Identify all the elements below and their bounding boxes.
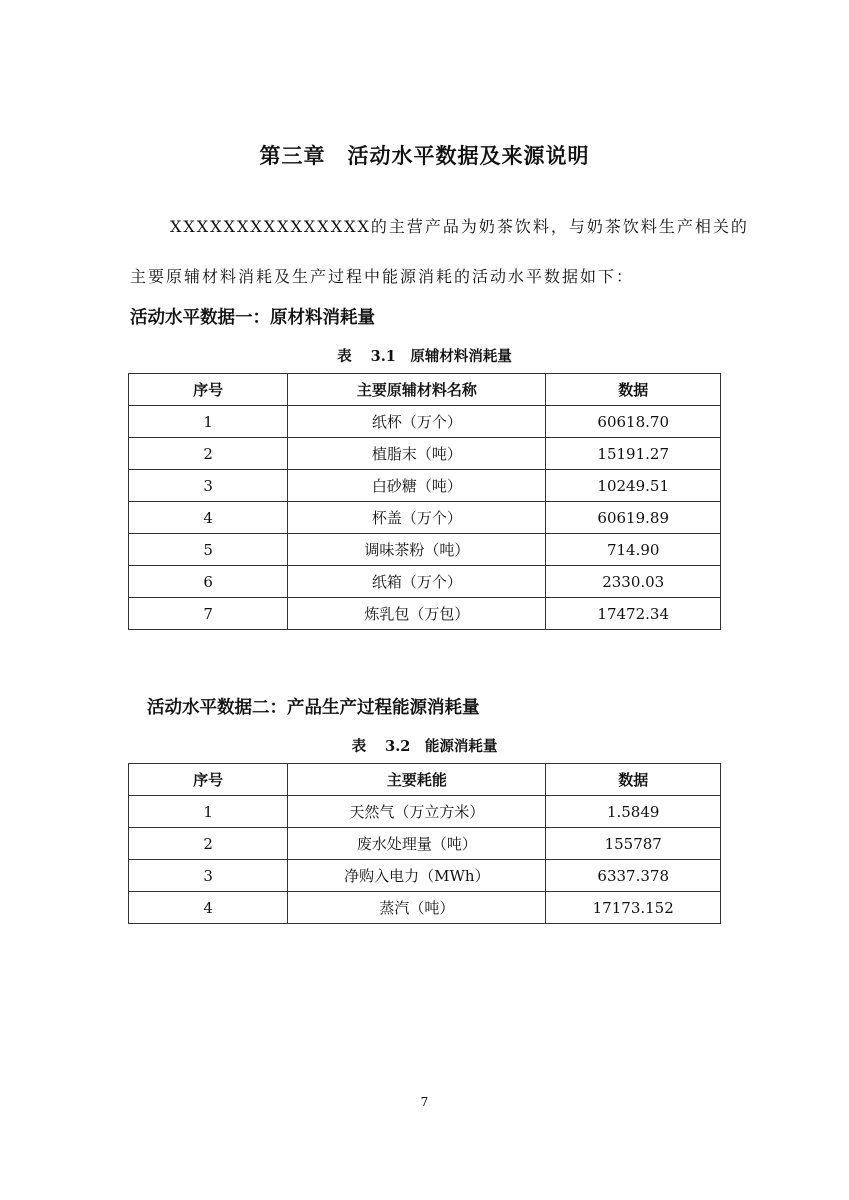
table-row — [129, 828, 721, 860]
column-header-value: 数据 — [546, 374, 721, 406]
chapter-title: 第三章 活动水平数据及来源说明 — [259, 144, 590, 168]
table-row — [129, 534, 721, 566]
section-heading-energy: 活动水平数据二：产品生产过程能源消耗量 — [147, 698, 480, 718]
intro-paragraph-line-1: XXXXXXXXXXXXXXX的主营产品为奶茶饮料，与奶茶饮料生产相关的 — [170, 217, 749, 236]
section-heading-materials: 活动水平数据一：原材料消耗量 — [130, 308, 375, 328]
row-material-name: 杯盖（万个） — [288, 502, 546, 534]
column-header-energy-type: 主要耗能 — [288, 764, 546, 796]
row-index: 3 — [129, 860, 288, 892]
row-energy-type: 净购入电力（MWh） — [288, 860, 546, 892]
row-value: 1.5849 — [546, 796, 721, 828]
row-value: 2330.03 — [546, 566, 721, 598]
table-row — [129, 892, 721, 924]
row-index: 7 — [129, 598, 288, 630]
table-row — [129, 598, 721, 630]
materials-table — [128, 373, 721, 630]
row-index: 1 — [129, 406, 288, 438]
row-index: 1 — [129, 796, 288, 828]
row-index: 5 — [129, 534, 288, 566]
table-header-row — [129, 764, 721, 796]
table-caption-materials: 表 3.1 原辅材料消耗量 — [337, 348, 512, 365]
row-value: 60618.70 — [546, 406, 721, 438]
row-value: 155787 — [546, 828, 721, 860]
row-material-name: 纸杯（万个） — [288, 406, 546, 438]
column-header-material-name: 主要原辅材料名称 — [288, 374, 546, 406]
row-index: 3 — [129, 470, 288, 502]
table-row — [129, 860, 721, 892]
table-row — [129, 502, 721, 534]
column-header-index: 序号 — [129, 374, 288, 406]
column-header-value: 数据 — [546, 764, 721, 796]
row-material-name: 白砂糖（吨） — [288, 470, 546, 502]
row-value: 60619.89 — [546, 502, 721, 534]
column-header-index: 序号 — [129, 764, 288, 796]
table-header-row — [129, 374, 721, 406]
page-number: 7 — [420, 1095, 429, 1109]
table-caption-energy: 表 3.2 能源消耗量 — [351, 738, 498, 755]
row-energy-type: 废水处理量（吨） — [288, 828, 546, 860]
row-material-name: 纸箱（万个） — [288, 566, 546, 598]
row-index: 4 — [129, 892, 288, 924]
row-material-name: 植脂末（吨） — [288, 438, 546, 470]
table-row — [129, 438, 721, 470]
row-material-name: 炼乳包（万包） — [288, 598, 546, 630]
energy-table — [128, 763, 721, 924]
row-value: 15191.27 — [546, 438, 721, 470]
intro-paragraph-line-2: 主要原辅材料消耗及生产过程中能源消耗的活动水平数据如下： — [130, 267, 635, 286]
row-value: 6337.378 — [546, 860, 721, 892]
row-material-name: 调味茶粉（吨） — [288, 534, 546, 566]
table-row — [129, 566, 721, 598]
row-energy-type: 蒸汽（吨） — [288, 892, 546, 924]
row-index: 2 — [129, 828, 288, 860]
table-row — [129, 470, 721, 502]
row-value: 17472.34 — [546, 598, 721, 630]
row-value: 10249.51 — [546, 470, 721, 502]
table-row — [129, 796, 721, 828]
row-value: 714.90 — [546, 534, 721, 566]
row-value: 17173.152 — [546, 892, 721, 924]
row-index: 6 — [129, 566, 288, 598]
row-index: 4 — [129, 502, 288, 534]
table-row — [129, 406, 721, 438]
row-index: 2 — [129, 438, 288, 470]
row-energy-type: 天然气（万立方米） — [288, 796, 546, 828]
